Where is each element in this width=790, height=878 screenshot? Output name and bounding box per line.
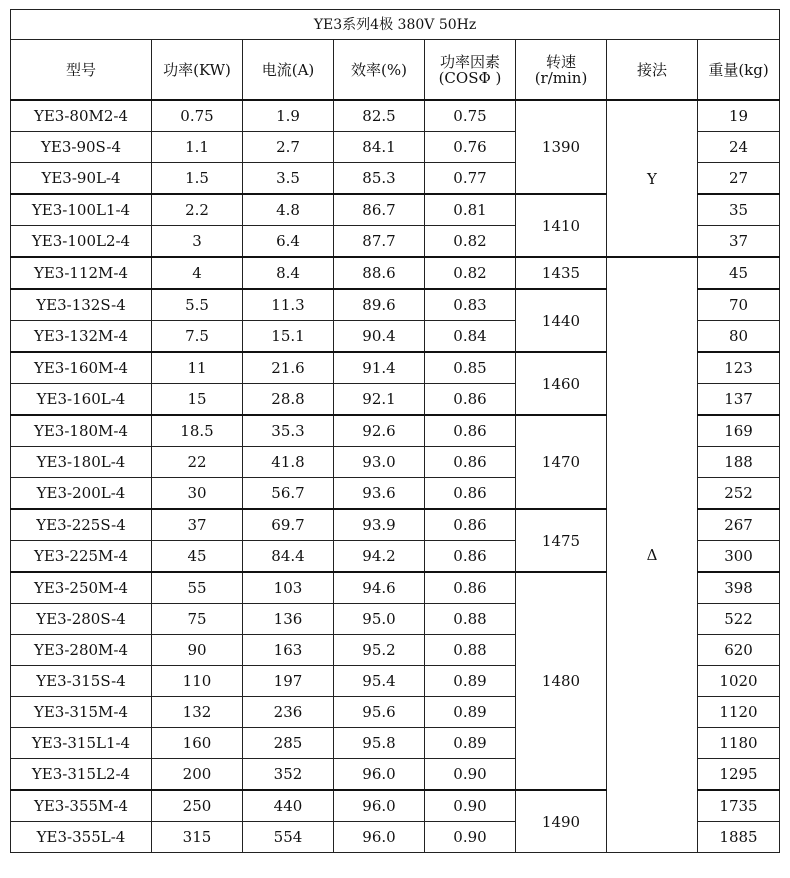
cell-power: 30 <box>152 478 243 510</box>
cell-weight: 1885 <box>698 822 780 853</box>
header-weight: 重量(kg) <box>698 40 780 101</box>
cell-power-factor: 0.86 <box>425 572 516 604</box>
cell-power: 15 <box>152 384 243 416</box>
cell-power: 1.5 <box>152 163 243 195</box>
cell-weight: 35 <box>698 194 780 226</box>
header-speed <box>516 40 607 101</box>
cell-power-factor: 0.86 <box>425 509 516 541</box>
cell-current: 21.6 <box>243 352 334 384</box>
cell-model: YE3-315L2-4 <box>11 759 152 791</box>
cell-efficiency: 91.4 <box>334 352 425 384</box>
cell-current: 2.7 <box>243 132 334 163</box>
cell-weight: 70 <box>698 289 780 321</box>
cell-model: YE3-315L1-4 <box>11 728 152 759</box>
cell-current: 197 <box>243 666 334 697</box>
cell-power-factor: 0.88 <box>425 604 516 635</box>
header-speed-line1: 转速 <box>545 52 576 71</box>
cell-weight: 398 <box>698 572 780 604</box>
cell-efficiency: 85.3 <box>334 163 425 195</box>
cell-efficiency: 96.0 <box>334 759 425 791</box>
table-row <box>11 257 780 289</box>
cell-current: 4.8 <box>243 194 334 226</box>
cell-power: 200 <box>152 759 243 791</box>
cell-speed: 1390 <box>516 100 607 194</box>
cell-power-factor: 0.82 <box>425 257 516 289</box>
cell-model: YE3-355M-4 <box>11 790 152 822</box>
cell-power: 5.5 <box>152 289 243 321</box>
cell-model: YE3-90S-4 <box>11 132 152 163</box>
cell-current: 103 <box>243 572 334 604</box>
cell-power-factor: 0.86 <box>425 415 516 447</box>
cell-efficiency: 95.2 <box>334 635 425 666</box>
cell-current: 1.9 <box>243 100 334 132</box>
cell-efficiency: 95.0 <box>334 604 425 635</box>
cell-weight: 137 <box>698 384 780 416</box>
cell-power-factor: 0.90 <box>425 759 516 791</box>
cell-efficiency: 92.1 <box>334 384 425 416</box>
cell-current: 3.5 <box>243 163 334 195</box>
cell-power-factor: 0.89 <box>425 728 516 759</box>
cell-power: 37 <box>152 509 243 541</box>
cell-efficiency: 93.6 <box>334 478 425 510</box>
cell-speed: 1440 <box>516 289 607 352</box>
cell-power: 22 <box>152 447 243 478</box>
cell-current: 56.7 <box>243 478 334 510</box>
cell-efficiency: 95.6 <box>334 697 425 728</box>
cell-power-factor: 0.75 <box>425 100 516 132</box>
cell-current: 8.4 <box>243 257 334 289</box>
cell-power-factor: 0.86 <box>425 541 516 573</box>
cell-power: 250 <box>152 790 243 822</box>
cell-weight: 24 <box>698 132 780 163</box>
cell-efficiency: 93.0 <box>334 447 425 478</box>
cell-power: 0.75 <box>152 100 243 132</box>
cell-model: YE3-90L-4 <box>11 163 152 195</box>
cell-efficiency: 90.4 <box>334 321 425 353</box>
cell-power: 1.1 <box>152 132 243 163</box>
cell-power-factor: 0.90 <box>425 822 516 853</box>
cell-model: YE3-132M-4 <box>11 321 152 353</box>
cell-power-factor: 0.90 <box>425 790 516 822</box>
cell-model: YE3-250M-4 <box>11 572 152 604</box>
cell-power-factor: 0.83 <box>425 289 516 321</box>
cell-efficiency: 94.2 <box>334 541 425 573</box>
cell-power: 160 <box>152 728 243 759</box>
cell-model: YE3-315M-4 <box>11 697 152 728</box>
cell-efficiency: 86.7 <box>334 194 425 226</box>
cell-model: YE3-80M2-4 <box>11 100 152 132</box>
cell-weight: 188 <box>698 447 780 478</box>
header-speed-line2: (r/min) <box>534 68 588 87</box>
cell-current: 41.8 <box>243 447 334 478</box>
cell-power: 18.5 <box>152 415 243 447</box>
cell-current: 35.3 <box>243 415 334 447</box>
cell-weight: 522 <box>698 604 780 635</box>
cell-power: 11 <box>152 352 243 384</box>
cell-weight: 300 <box>698 541 780 573</box>
cell-power-factor: 0.84 <box>425 321 516 353</box>
cell-weight: 19 <box>698 100 780 132</box>
cell-efficiency: 95.4 <box>334 666 425 697</box>
cell-power-factor: 0.86 <box>425 478 516 510</box>
cell-power-factor: 0.81 <box>425 194 516 226</box>
cell-speed: 1460 <box>516 352 607 415</box>
header-power-factor <box>425 40 516 101</box>
cell-current: 236 <box>243 697 334 728</box>
cell-power: 132 <box>152 697 243 728</box>
cell-efficiency: 84.1 <box>334 132 425 163</box>
cell-model: YE3-180M-4 <box>11 415 152 447</box>
cell-model: YE3-355L-4 <box>11 822 152 853</box>
cell-weight: 37 <box>698 226 780 258</box>
cell-model: YE3-100L1-4 <box>11 194 152 226</box>
cell-model: YE3-160M-4 <box>11 352 152 384</box>
cell-weight: 1180 <box>698 728 780 759</box>
cell-efficiency: 96.0 <box>334 822 425 853</box>
cell-weight: 80 <box>698 321 780 353</box>
cell-current: 136 <box>243 604 334 635</box>
cell-power-factor: 0.77 <box>425 163 516 195</box>
cell-power-factor: 0.76 <box>425 132 516 163</box>
cell-model: YE3-315S-4 <box>11 666 152 697</box>
cell-weight: 169 <box>698 415 780 447</box>
cell-efficiency: 82.5 <box>334 100 425 132</box>
header-power: 功率(KW) <box>152 40 243 101</box>
cell-efficiency: 95.8 <box>334 728 425 759</box>
table-title: YE3系列4极 380V 50Hz <box>11 10 780 40</box>
cell-speed: 1475 <box>516 509 607 572</box>
cell-model: YE3-160L-4 <box>11 384 152 416</box>
cell-weight: 1295 <box>698 759 780 791</box>
cell-weight: 123 <box>698 352 780 384</box>
cell-power: 55 <box>152 572 243 604</box>
cell-speed: 1490 <box>516 790 607 853</box>
cell-current: 11.3 <box>243 289 334 321</box>
cell-power-factor: 0.86 <box>425 447 516 478</box>
cell-weight: 252 <box>698 478 780 510</box>
cell-power: 7.5 <box>152 321 243 353</box>
cell-power: 4 <box>152 257 243 289</box>
table-row <box>11 100 780 132</box>
cell-efficiency: 89.6 <box>334 289 425 321</box>
cell-model: YE3-112M-4 <box>11 257 152 289</box>
header-model: 型号 <box>11 40 152 101</box>
cell-current: 285 <box>243 728 334 759</box>
cell-current: 15.1 <box>243 321 334 353</box>
cell-model: YE3-225S-4 <box>11 509 152 541</box>
cell-current: 69.7 <box>243 509 334 541</box>
cell-model: YE3-280S-4 <box>11 604 152 635</box>
cell-current: 440 <box>243 790 334 822</box>
cell-model: YE3-280M-4 <box>11 635 152 666</box>
cell-weight: 1020 <box>698 666 780 697</box>
cell-efficiency: 96.0 <box>334 790 425 822</box>
cell-speed: 1480 <box>516 572 607 790</box>
cell-model: YE3-225M-4 <box>11 541 152 573</box>
cell-connection: Y <box>607 100 698 257</box>
cell-model: YE3-200L-4 <box>11 478 152 510</box>
cell-power-factor: 0.89 <box>425 697 516 728</box>
cell-model: YE3-132S-4 <box>11 289 152 321</box>
cell-connection: Δ <box>607 257 698 853</box>
cell-current: 84.4 <box>243 541 334 573</box>
header-power-factor-line1: 功率因素 <box>439 52 500 71</box>
cell-power: 315 <box>152 822 243 853</box>
cell-power: 75 <box>152 604 243 635</box>
cell-current: 352 <box>243 759 334 791</box>
cell-power: 2.2 <box>152 194 243 226</box>
cell-power-factor: 0.86 <box>425 384 516 416</box>
cell-speed: 1435 <box>516 257 607 289</box>
cell-power-factor: 0.88 <box>425 635 516 666</box>
cell-weight: 45 <box>698 257 780 289</box>
cell-current: 6.4 <box>243 226 334 258</box>
cell-speed: 1470 <box>516 415 607 509</box>
cell-weight: 267 <box>698 509 780 541</box>
cell-current: 163 <box>243 635 334 666</box>
header-power-factor-line2: (COSΦ ) <box>438 68 502 87</box>
cell-power: 3 <box>152 226 243 258</box>
cell-efficiency: 87.7 <box>334 226 425 258</box>
cell-weight: 620 <box>698 635 780 666</box>
header-efficiency: 效率(%) <box>334 40 425 101</box>
cell-weight: 1735 <box>698 790 780 822</box>
cell-speed: 1410 <box>516 194 607 257</box>
cell-efficiency: 94.6 <box>334 572 425 604</box>
cell-power-factor: 0.82 <box>425 226 516 258</box>
cell-power-factor: 0.85 <box>425 352 516 384</box>
cell-efficiency: 93.9 <box>334 509 425 541</box>
header-current: 电流(A) <box>243 40 334 101</box>
cell-weight: 1120 <box>698 697 780 728</box>
cell-power: 45 <box>152 541 243 573</box>
cell-power-factor: 0.89 <box>425 666 516 697</box>
cell-weight: 27 <box>698 163 780 195</box>
cell-power: 90 <box>152 635 243 666</box>
cell-current: 554 <box>243 822 334 853</box>
cell-efficiency: 88.6 <box>334 257 425 289</box>
cell-model: YE3-180L-4 <box>11 447 152 478</box>
cell-power: 110 <box>152 666 243 697</box>
cell-current: 28.8 <box>243 384 334 416</box>
header-connection: 接法 <box>607 40 698 101</box>
cell-model: YE3-100L2-4 <box>11 226 152 258</box>
cell-efficiency: 92.6 <box>334 415 425 447</box>
motor-spec-table <box>10 9 780 853</box>
